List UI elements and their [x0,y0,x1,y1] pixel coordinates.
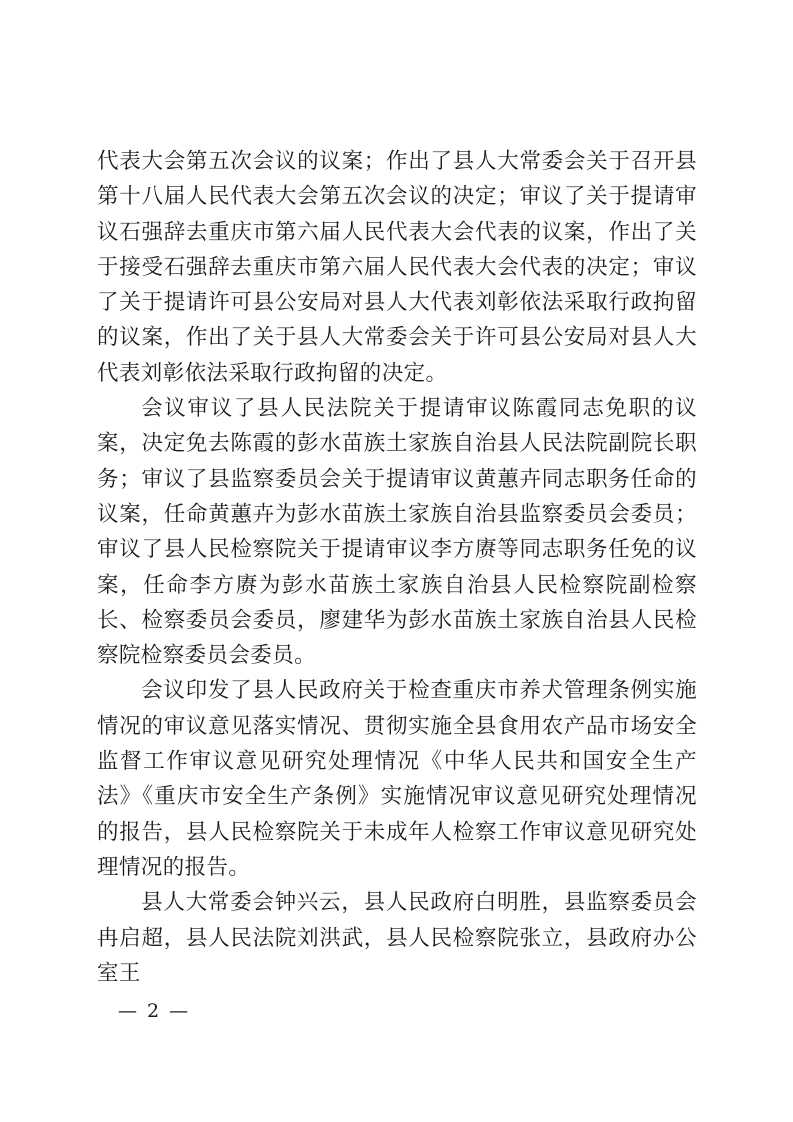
page-number: — 2 — [118,1000,191,1022]
paragraph-3: 会议印发了县人民政府关于检查重庆市养犬管理条例实施情况的审议意见落实情况、贯彻实施全县食用农产品市场安全监督工作审议意见研究处理情况《中华人民共和国安全生产法》《重庆市安全生产条例》实施情况审议意见研究处理情况的报告，县人民检察院关于未成年人检察工作审议意见研究处理情况的报告。 [97,678,697,880]
paragraph-1: 代表大会第五次会议的议案；作出了县人大常委会关于召开县第十八届人民代表大会第五次会议的决定；审议了关于提请审议石强辞去重庆市第六届人民代表大会代表的议案，作出了关于接受石强辞去重庆市第六届人民代表大会代表的决定；审议了关于提请许可县公安局对县人大代表刘彰依法采取行政拘留的议案，作出了关于县人大常委会关于许可县公安局对县人大代表刘彰依法采取行政拘留的决定。 [97,149,697,386]
paragraph-2: 会议审议了县人民法院关于提请审议陈霞同志免职的议案，决定免去陈霞的彭水苗族土家族自治县人民法院副院长职务；审议了县监察委员会关于提请审议黄蕙卉同志职务任命的议案，任命黄蕙卉为彭水苗族土家族自治县监察委员会委员；审议了县人民检察院关于提请审议李方赓等同志职务任免的议案，任命李方赓为彭水苗族土家族自治县人民检察院副检察长、检察委员会委员，廖建华为彭水苗族土家族自治县人民检察院检察委员会委员。 [97,396,697,669]
paragraph-4: 县人大常委会钟兴云，县人民政府白明胜，县监察委员会冉启超，县人民法院刘洪武，县人民检察院张立，县政府办公室王 [97,890,697,986]
document-body [97,144,697,991]
